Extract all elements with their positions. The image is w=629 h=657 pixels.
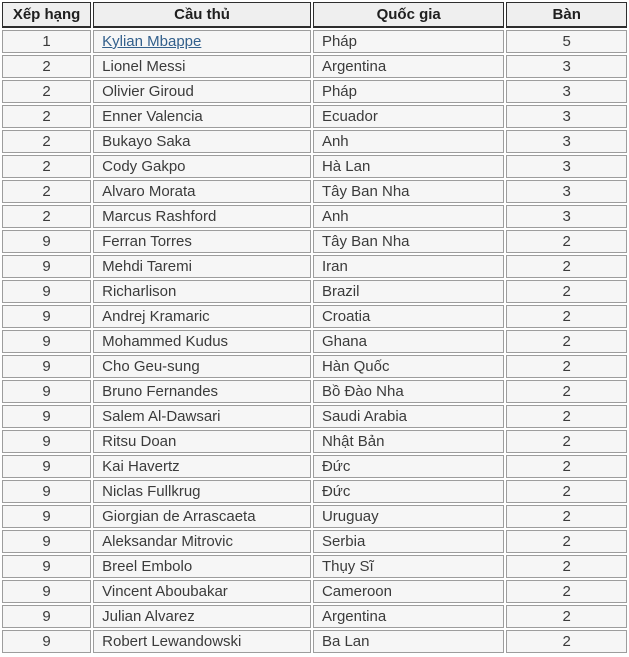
goals-cell: 2 — [506, 230, 627, 253]
country-cell: Uruguay — [313, 505, 504, 528]
rank-cell: 9 — [2, 380, 91, 403]
player-cell: Andrej Kramaric — [93, 305, 311, 328]
table-row — [2, 205, 627, 228]
header-rank: Xếp hạng — [2, 2, 91, 28]
rank-cell: 9 — [2, 555, 91, 578]
goals-cell: 2 — [506, 605, 627, 628]
player-cell: Aleksandar Mitrovic — [93, 530, 311, 553]
goals-cell: 2 — [506, 455, 627, 478]
goals-cell: 2 — [506, 430, 627, 453]
country-cell: Anh — [313, 130, 504, 153]
country-cell: Anh — [313, 205, 504, 228]
country-cell: Hà Lan — [313, 155, 504, 178]
rank-cell: 2 — [2, 80, 91, 103]
country-cell: Đức — [313, 455, 504, 478]
table-row — [2, 130, 627, 153]
player-cell: Enner Valencia — [93, 105, 311, 128]
country-cell: Thụy Sĩ — [313, 555, 504, 578]
goals-cell: 2 — [506, 280, 627, 303]
country-cell: Tây Ban Nha — [313, 180, 504, 203]
country-cell: Pháp — [313, 30, 504, 53]
rank-cell: 9 — [2, 630, 91, 653]
goals-cell: 2 — [506, 330, 627, 353]
goals-cell: 2 — [506, 555, 627, 578]
player-cell: Richarlison — [93, 280, 311, 303]
table-row — [2, 405, 627, 428]
goals-cell: 2 — [506, 355, 627, 378]
rank-cell: 9 — [2, 230, 91, 253]
player-cell: Kai Havertz — [93, 455, 311, 478]
table-row — [2, 505, 627, 528]
table-row — [2, 30, 627, 53]
player-cell: Cho Geu-sung — [93, 355, 311, 378]
country-cell: Serbia — [313, 530, 504, 553]
rank-cell: 2 — [2, 55, 91, 78]
country-cell: Bồ Đào Nha — [313, 380, 504, 403]
rank-cell: 2 — [2, 180, 91, 203]
player-cell: Robert Lewandowski — [93, 630, 311, 653]
country-cell: Ghana — [313, 330, 504, 353]
table-row — [2, 355, 627, 378]
table-row — [2, 55, 627, 78]
rank-cell: 9 — [2, 430, 91, 453]
country-cell: Croatia — [313, 305, 504, 328]
goals-cell: 2 — [506, 255, 627, 278]
player-cell: Giorgian de Arrascaeta — [93, 505, 311, 528]
player-cell: Mehdi Taremi — [93, 255, 311, 278]
player-cell: Olivier Giroud — [93, 80, 311, 103]
goals-cell: 2 — [506, 630, 627, 653]
table-row — [2, 630, 627, 653]
rank-cell: 1 — [2, 30, 91, 53]
country-cell: Ecuador — [313, 105, 504, 128]
player-cell: Salem Al-Dawsari — [93, 405, 311, 428]
player-cell: Ferran Torres — [93, 230, 311, 253]
player-cell: Niclas Fullkrug — [93, 480, 311, 503]
country-cell: Ba Lan — [313, 630, 504, 653]
goals-cell: 2 — [506, 380, 627, 403]
country-cell: Tây Ban Nha — [313, 230, 504, 253]
goals-cell: 3 — [506, 155, 627, 178]
country-cell: Hàn Quốc — [313, 355, 504, 378]
rank-cell: 9 — [2, 530, 91, 553]
player-cell: Alvaro Morata — [93, 180, 311, 203]
header-goals: Bàn — [506, 2, 627, 28]
table-row — [2, 180, 627, 203]
goals-cell: 5 — [506, 30, 627, 53]
rank-cell: 9 — [2, 280, 91, 303]
country-cell: Brazil — [313, 280, 504, 303]
player-cell: Ritsu Doan — [93, 430, 311, 453]
table-row — [2, 330, 627, 353]
player-cell: Bruno Fernandes — [93, 380, 311, 403]
player-link[interactable]: Kylian Mbappe — [102, 33, 202, 50]
table-row — [2, 580, 627, 603]
goals-cell: 3 — [506, 55, 627, 78]
table-body — [2, 30, 627, 653]
rank-cell: 9 — [2, 505, 91, 528]
player-cell: Bukayo Saka — [93, 130, 311, 153]
rank-cell: 2 — [2, 205, 91, 228]
table-row — [2, 80, 627, 103]
player-cell — [93, 30, 311, 53]
header-row — [2, 2, 627, 28]
rank-cell: 9 — [2, 405, 91, 428]
goals-cell: 3 — [506, 105, 627, 128]
table-row — [2, 455, 627, 478]
rank-cell: 2 — [2, 155, 91, 178]
goals-cell: 3 — [506, 80, 627, 103]
header-country: Quốc gia — [313, 2, 504, 28]
table-row — [2, 380, 627, 403]
player-cell: Mohammed Kudus — [93, 330, 311, 353]
player-cell: Vincent Aboubakar — [93, 580, 311, 603]
country-cell: Iran — [313, 255, 504, 278]
table-row — [2, 305, 627, 328]
rank-cell: 9 — [2, 455, 91, 478]
player-cell: Lionel Messi — [93, 55, 311, 78]
rank-cell: 2 — [2, 130, 91, 153]
country-cell: Đức — [313, 480, 504, 503]
country-cell: Pháp — [313, 80, 504, 103]
goals-cell: 2 — [506, 305, 627, 328]
country-cell: Saudi Arabia — [313, 405, 504, 428]
rank-cell: 9 — [2, 480, 91, 503]
goals-cell: 2 — [506, 405, 627, 428]
country-cell: Nhật Bản — [313, 430, 504, 453]
rank-cell: 9 — [2, 255, 91, 278]
table-row — [2, 555, 627, 578]
player-cell: Breel Embolo — [93, 555, 311, 578]
country-cell: Argentina — [313, 55, 504, 78]
table-row — [2, 105, 627, 128]
goals-cell: 3 — [506, 130, 627, 153]
header-player: Cầu thủ — [93, 2, 311, 28]
table-row — [2, 230, 627, 253]
rank-cell: 9 — [2, 330, 91, 353]
table-row — [2, 155, 627, 178]
goals-cell: 3 — [506, 180, 627, 203]
rank-cell: 9 — [2, 605, 91, 628]
rank-cell: 9 — [2, 355, 91, 378]
goals-cell: 2 — [506, 530, 627, 553]
table-row — [2, 280, 627, 303]
goals-cell: 3 — [506, 205, 627, 228]
table-row — [2, 255, 627, 278]
rank-cell: 9 — [2, 580, 91, 603]
table-row — [2, 605, 627, 628]
goals-cell: 2 — [506, 480, 627, 503]
table-row — [2, 480, 627, 503]
player-cell: Julian Alvarez — [93, 605, 311, 628]
goals-cell: 2 — [506, 580, 627, 603]
country-cell: Cameroon — [313, 580, 504, 603]
goals-cell: 2 — [506, 505, 627, 528]
table-row — [2, 430, 627, 453]
country-cell: Argentina — [313, 605, 504, 628]
rank-cell: 2 — [2, 105, 91, 128]
table-row — [2, 530, 627, 553]
player-cell: Marcus Rashford — [93, 205, 311, 228]
rank-cell: 9 — [2, 305, 91, 328]
player-cell: Cody Gakpo — [93, 155, 311, 178]
